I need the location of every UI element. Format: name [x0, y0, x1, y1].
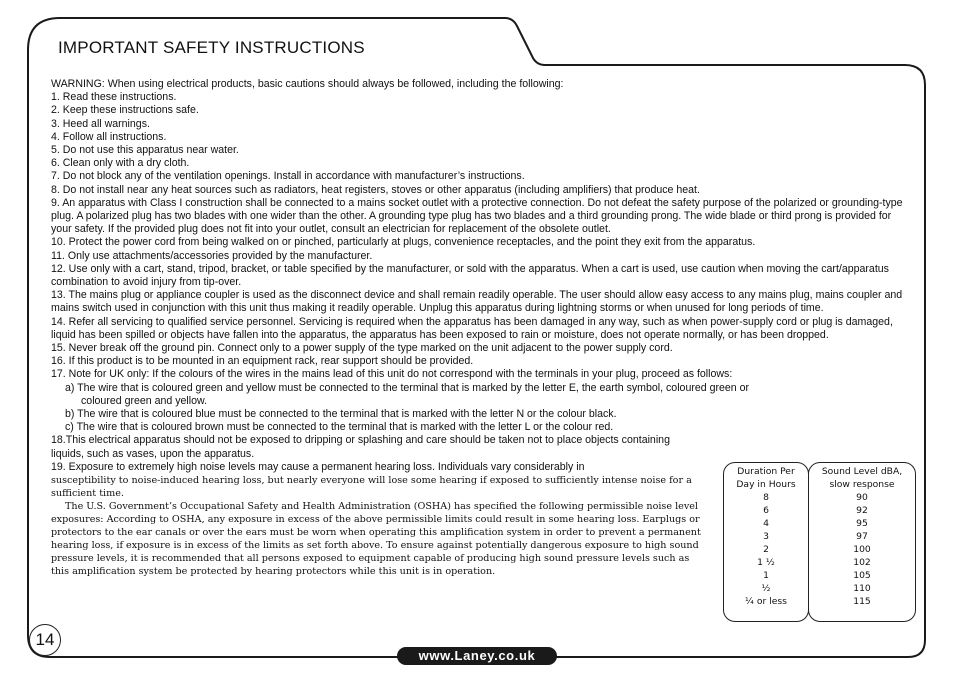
duration-cell: ½ [761, 583, 771, 594]
page-number: 14 [29, 624, 61, 656]
uk-wiring-b: b) The wire that is coloured blue must be connected to the terminal that is marked with the letter N or the colour black. [65, 408, 617, 421]
duration-cell: 2 [763, 544, 769, 555]
instruction-item-19: 19. Exposure to extremely high noise levels may cause a permanent hearing loss. Individuals vary considerably in [51, 460, 585, 473]
level-cell: 102 [853, 557, 871, 568]
level-cell: 90 [856, 492, 868, 503]
duration-cell: 1 ½ [757, 557, 775, 568]
warning-text: WARNING: When using electrical products, basic cautions should always be followed, including the following: [51, 78, 564, 90]
instruction-item: 12. Use only with a cart, stand, tripod, bracket, or table specified by the manufacturer, or sold with the apparatus. When a cart is used, use caution when moving the cart/apparatus combination to avoid injury from tip-over. [51, 262, 889, 289]
level-cell: 97 [856, 531, 868, 542]
uk-wiring-a: a) The wire that is coloured green and yellow must be connected to the terminal that is marked by the letter E, the earth symbol, coloured green or [65, 381, 750, 394]
instruction-item: 10. Protect the power cord from being walked on or pinched, particularly at plugs, convenience receptacles, and the point they exit from the apparatus. [51, 236, 756, 249]
instruction-item: 14. Refer all servicing to qualified service personnel. Servicing is required when the apparatus has been damaged in any way, such as when power-supply cord or plug is damaged, liquid has been spilled or objects have fallen into the apparatus, the apparatus has been exposed to rain or moisture, does not operate normally, or has been dropped. [51, 315, 893, 341]
level-header-line2: slow response [829, 479, 895, 490]
instruction-item: 5. Do not use this apparatus near water. [51, 144, 239, 157]
duration-cell: 8 [763, 492, 769, 503]
page-title: IMPORTANT SAFETY INSTRUCTIONS [58, 38, 365, 57]
instruction-item: 16. If this product is to be mounted in an equipment rack, rear support should be provided. [51, 355, 474, 368]
level-cell: 92 [856, 505, 868, 516]
duration-cell: 6 [763, 505, 769, 516]
duration-cell: ¼ or less [745, 596, 787, 607]
website-url[interactable]: www.Laney.co.uk [397, 647, 557, 665]
instruction-item: 17. Note for UK only: If the colours of the wires in the mains lead of this unit do not correspond with the terminals in your plug, proceed as follows: [51, 368, 733, 381]
instruction-item: 11. Only use attachments/accessories provided by the manufacturer. [51, 249, 373, 262]
instruction-item: 7. Do not block any of the ventilation openings. Install in accordance with manufacturer’s instructions. [51, 170, 525, 183]
duration-header-line2: Day in Hours [736, 479, 796, 490]
level-header-line1: Sound Level dBA, [821, 466, 903, 477]
duration-header-line1: Duration Per [737, 466, 795, 477]
osha-paragraph: The U.S. Government’s Occupational Safety and Health Administration (OSHA) has specified the following permissible noise level exposures: According to OSHA, any exposure in excess of the above permissible limits could result in some hearing loss. Earplugs or protectors to the ear canals or over the ears must be worn when operating this amplification system in order to prevent a permanent hearing loss, if exposure is in excess of the limits as set forth above. To ensure against potentially dangerous exposure to high sound pressure levels, it is recommended that all persons exposed to equipment capable of producing high sound pressure levels such as this amplification system be protected by hearing protectors while this unit is in operation. [51, 501, 701, 578]
noise-level-column [808, 462, 916, 622]
level-cell: 110 [853, 583, 871, 594]
noise-duration-column [723, 462, 809, 622]
duration-cell: 1 [763, 570, 769, 581]
level-cell: 115 [853, 596, 871, 607]
instruction-item: 4. Follow all instructions. [51, 130, 167, 143]
uk-wiring-c: c) The wire that is coloured brown must be connected to the terminal that is marked with the letter L or the colour red. [65, 421, 614, 434]
uk-wiring-a-cont: coloured green and yellow. [81, 394, 208, 407]
instruction-item: 9. An apparatus with Class I construction shall be connected to a mains socket outlet with a protective connection. Do not defeat the safety purpose of the polarized or grounding-type plug. A polarized plug has two blades with one wider than the other. A grounding type plug has two blades and a third grounding prong. The wide blade or third prong is provided for your safety. If the provided plug does not fit into your outlet, consult an electrician for replacement of the obsolete outlet. [51, 196, 903, 236]
osha-section [51, 474, 703, 578]
instruction-item: 13. The mains plug or appliance coupler is used as the disconnect device and shall remain readily operable. The user should allow easy access to any mains plug, mains coupler and mains switch used in conjunction with this unit thus making it readily operable. Unplug this apparatus during lightning storms or when unused for long periods of time. [51, 289, 903, 315]
instruction-item-18: 18.This electrical apparatus should not be exposed to dripping or splashing and care should be taken not to place objects containing liquids, such as vases, upon the apparatus. [51, 434, 670, 460]
level-cell: 100 [853, 544, 871, 555]
instruction-item-19-cont: susceptibility to noise-induced hearing loss, but nearly everyone will lose some hearing if exposed to sufficiently intense noise for a sufficient time. [51, 475, 692, 500]
instruction-item: 3. Heed all warnings. [51, 117, 150, 130]
instruction-item: 2. Keep these instructions safe. [51, 104, 199, 117]
instruction-item: 15. Never break off the ground pin. Connect only to a power supply of the type marked on the unit adjacent to the power supply cord. [51, 342, 673, 355]
instruction-item: 8. Do not install near any heat sources such as radiators, heat registers, stoves or other apparatus (including amplifiers) that produce heat. [51, 183, 700, 196]
level-cell: 95 [856, 518, 868, 529]
instruction-item: 6. Clean only with a dry cloth. [51, 157, 190, 170]
instruction-item: 1. Read these instructions. [51, 91, 177, 104]
duration-cell: 4 [763, 518, 769, 529]
level-cell: 105 [853, 570, 871, 581]
duration-cell: 3 [763, 531, 769, 542]
